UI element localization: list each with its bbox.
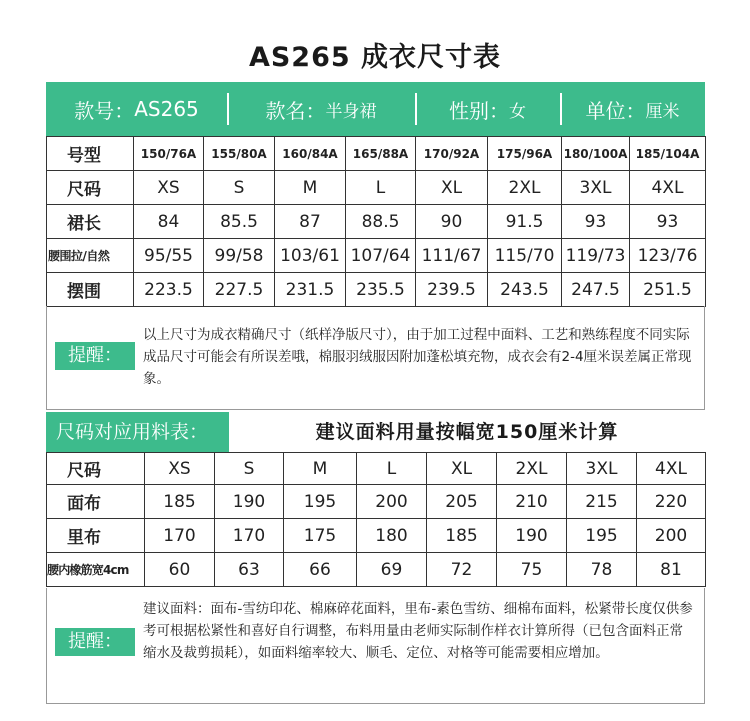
table-cell: 119/73: [562, 239, 630, 273]
row-label: 摆围: [47, 273, 134, 307]
name-label: 款名：: [265, 98, 326, 123]
material-section-tag: 尺码对应用料表：: [46, 412, 229, 452]
table-cell: 170/92A: [416, 137, 488, 171]
table-row: [47, 453, 706, 485]
table-cell: L: [346, 171, 416, 205]
row-label: 号型: [47, 137, 134, 171]
table-cell: 235.5: [346, 273, 416, 307]
table-cell: 165/88A: [346, 137, 416, 171]
table-cell: 90: [416, 205, 488, 239]
size-table-body: [47, 137, 706, 307]
row-label: 尺码: [47, 171, 134, 205]
table-cell: 175/96A: [488, 137, 562, 171]
style-no-label: 款号：: [74, 98, 135, 123]
table-cell: 215: [567, 485, 637, 519]
unit-label: 单位：: [585, 98, 646, 123]
gender-label: 性别：: [449, 98, 509, 123]
table-cell: 223.5: [134, 273, 204, 307]
table-cell: L: [357, 453, 427, 485]
table-cell: 185: [145, 485, 215, 519]
table-cell: 195: [567, 519, 637, 553]
table-cell: 160/84A: [275, 137, 346, 171]
table-row: [47, 171, 706, 205]
table-cell: 78: [567, 553, 637, 587]
table-cell: 81: [637, 553, 706, 587]
table-row: [47, 273, 706, 307]
table-cell: 175: [284, 519, 357, 553]
table-cell: 3XL: [567, 453, 637, 485]
gender-value: 女: [509, 101, 526, 122]
table-cell: M: [275, 171, 346, 205]
table-cell: 95/55: [134, 239, 204, 273]
row-label: 面布: [47, 485, 145, 519]
table-cell: M: [284, 453, 357, 485]
style-no-value: AS265: [134, 97, 199, 121]
table-row: [47, 485, 706, 519]
tip-badge-1: 提醒：: [55, 342, 135, 370]
table-cell: 66: [284, 553, 357, 587]
page-title: AS265 成衣尺寸表: [248, 42, 502, 73]
note-box-2: [46, 588, 705, 704]
table-cell: XL: [416, 171, 488, 205]
table-cell: 87: [275, 205, 346, 239]
table-cell: 115/70: [488, 239, 562, 273]
table-cell: 170: [215, 519, 284, 553]
table-cell: 185/104A: [630, 137, 706, 171]
table-cell: 72: [427, 553, 497, 587]
table-cell: 251.5: [630, 273, 706, 307]
table-cell: 91.5: [488, 205, 562, 239]
table-row: [47, 553, 706, 587]
table-cell: XS: [145, 453, 215, 485]
table-cell: 69: [357, 553, 427, 587]
table-cell: 190: [215, 485, 284, 519]
table-cell: 227.5: [204, 273, 275, 307]
table-cell: 85.5: [204, 205, 275, 239]
table-cell: 247.5: [562, 273, 630, 307]
table-cell: 190: [497, 519, 567, 553]
table-cell: 239.5: [416, 273, 488, 307]
table-cell: 123/76: [630, 239, 706, 273]
table-cell: S: [204, 171, 275, 205]
gender-cell: [415, 82, 560, 136]
table-row: [47, 239, 706, 273]
table-cell: 60: [145, 553, 215, 587]
table-cell: 4XL: [637, 453, 706, 485]
table-cell: 107/64: [346, 239, 416, 273]
row-label: 尺码: [47, 453, 145, 485]
header-bar: [46, 82, 705, 136]
table-cell: 200: [357, 485, 427, 519]
note-box-1: [46, 306, 705, 410]
row-label: 裙长: [47, 205, 134, 239]
row-label: 里布: [47, 519, 145, 553]
row-label: 腰内橡筋宽4cm: [47, 553, 145, 587]
table-row: [47, 519, 706, 553]
table-cell: 103/61: [275, 239, 346, 273]
material-section-bar: [46, 412, 705, 452]
name-value: 半身裙: [325, 101, 377, 122]
unit-cell: [560, 82, 705, 136]
table-row: [47, 137, 706, 171]
table-cell: 63: [215, 553, 284, 587]
table-cell: XS: [134, 171, 204, 205]
table-cell: 180/100A: [562, 137, 630, 171]
table-cell: 84: [134, 205, 204, 239]
table-cell: 99/58: [204, 239, 275, 273]
note-text-1: 以上尺寸为成衣精确尺寸（纸样净版尺寸），由于加工过程中面料、工艺和熟练程度不同实际成品尺寸可能会有所误差哦，棉服羽绒服因附加蓬松填充物，成衣会有2-4厘米误差属正常现象。: [143, 327, 692, 387]
table-cell: 93: [562, 205, 630, 239]
table-cell: 200: [637, 519, 706, 553]
table-cell: 185: [427, 519, 497, 553]
table-cell: 243.5: [488, 273, 562, 307]
table-cell: 88.5: [346, 205, 416, 239]
table-cell: 205: [427, 485, 497, 519]
table-cell: 220: [637, 485, 706, 519]
table-cell: 4XL: [630, 171, 706, 205]
table-cell: 3XL: [562, 171, 630, 205]
unit-value: 厘米: [645, 101, 680, 122]
table-cell: 2XL: [497, 453, 567, 485]
table-cell: 170: [145, 519, 215, 553]
table-cell: XL: [427, 453, 497, 485]
table-cell: 231.5: [275, 273, 346, 307]
table-cell: 111/67: [416, 239, 488, 273]
material-section-note: 建议面料用量按幅宽150厘米计算: [315, 421, 619, 443]
fabric-table-body: [47, 453, 706, 587]
table-cell: 180: [357, 519, 427, 553]
table-row: [47, 205, 706, 239]
fabric-table: [46, 452, 706, 587]
note-text-2: 建议面料：面布-雪纺印花、棉麻碎花面料，里布-素色雪纺、细棉布面料，松紧带长度仅供参考可根据松紧性和喜好自行调整，布料用量由老师实际制作样衣计算所得（已包含面料正常缩水及裁剪损耗），如面料缩率较大、顺毛、定位、对格等可能需要相应增加。: [143, 601, 693, 661]
row-label: 腰围拉/自然: [47, 239, 134, 273]
table-cell: 93: [630, 205, 706, 239]
name-cell: [227, 82, 415, 136]
table-cell: 150/76A: [134, 137, 204, 171]
size-table: [46, 136, 706, 307]
style-no-cell: [46, 82, 227, 136]
table-cell: 75: [497, 553, 567, 587]
tip-badge-2: 提醒：: [55, 628, 135, 656]
table-cell: 210: [497, 485, 567, 519]
table-cell: 2XL: [488, 171, 562, 205]
table-cell: S: [215, 453, 284, 485]
table-cell: 155/80A: [204, 137, 275, 171]
table-cell: 195: [284, 485, 357, 519]
